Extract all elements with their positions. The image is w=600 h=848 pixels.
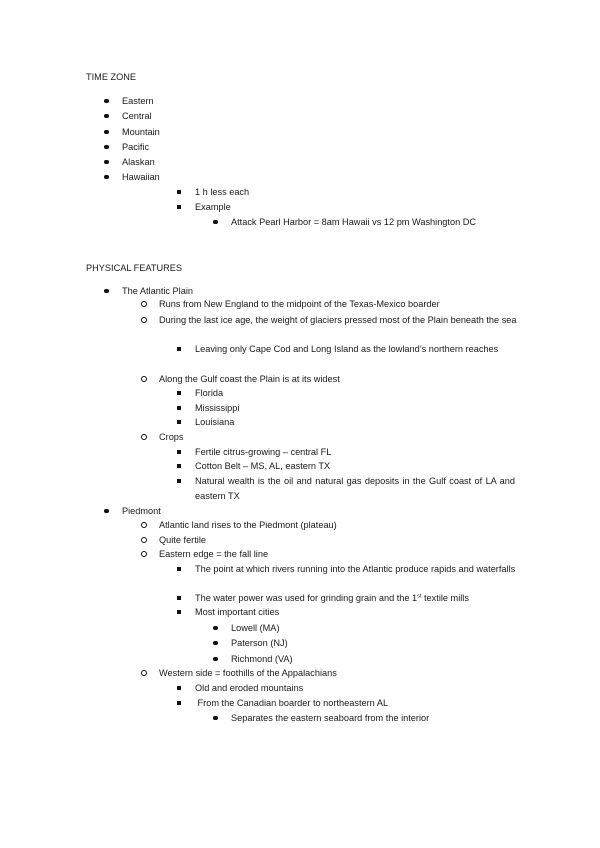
bullet-square-icon bbox=[177, 446, 181, 454]
list-item: Eastern edge = the fall line bbox=[159, 549, 269, 559]
list-item: Fertile citrus-growing – central FL bbox=[195, 447, 332, 457]
bullet-disc-icon bbox=[213, 216, 218, 224]
bullet-disc-icon bbox=[104, 171, 109, 179]
section-title: Piedmont bbox=[122, 506, 161, 516]
list-item: Natural wealth is the oil and natural gas deposits in the Gulf coast of LA and eastern TX bbox=[195, 476, 515, 501]
bullet-disc-icon bbox=[104, 285, 109, 293]
list-item: Alaskan bbox=[122, 157, 155, 167]
list-item: Quite fertile bbox=[159, 535, 206, 545]
bullet-square-icon bbox=[177, 682, 181, 690]
list-item: Atlantic land rises to the Piedmont (plateau) bbox=[159, 520, 337, 530]
bullet-square-icon bbox=[177, 201, 181, 209]
bullet-square-icon bbox=[177, 606, 181, 614]
list-item: Cotton Belt – MS, AL, eastern TX bbox=[195, 461, 331, 471]
bullet-square-icon bbox=[177, 697, 181, 705]
bullet-disc-icon bbox=[104, 95, 109, 103]
physical-features-heading: PHYSICAL FEATURES bbox=[86, 263, 182, 273]
section-title: The Atlantic Plain bbox=[122, 286, 193, 296]
list-item: During the last ice age, the weight of glaciers pressed most of the Plain beneath the sea bbox=[159, 315, 517, 325]
list-item: Pacific bbox=[122, 142, 150, 152]
bullet-square-icon bbox=[177, 563, 181, 571]
list-item: Eastern bbox=[122, 96, 154, 106]
bullet-square-icon bbox=[177, 186, 181, 194]
list-item: Florida bbox=[195, 388, 224, 398]
bullet-circle-icon bbox=[141, 373, 147, 382]
list-item: Central bbox=[122, 111, 152, 121]
list-item: Mississippi bbox=[195, 403, 240, 413]
bullet-circle-icon bbox=[141, 298, 147, 307]
list-item: Crops bbox=[159, 432, 184, 442]
time-zone-heading: TIME ZONE bbox=[86, 72, 137, 82]
list-item: Old and eroded mountains bbox=[195, 683, 304, 693]
list-item: Louisiana bbox=[195, 417, 235, 427]
list-item: Example bbox=[195, 202, 231, 212]
list-item: Along the Gulf coast the Plain is at its widest bbox=[159, 374, 340, 384]
list-item: Mountain bbox=[122, 127, 160, 137]
bullet-square-icon bbox=[177, 592, 181, 600]
bullet-circle-icon bbox=[141, 314, 147, 323]
bullet-square-icon bbox=[177, 402, 181, 410]
list-item bbox=[195, 592, 469, 604]
list-item: Runs from New England to the midpoint of the Texas-Mexico boarder bbox=[159, 299, 440, 309]
bullet-disc-icon bbox=[213, 712, 218, 720]
bullet-disc-icon bbox=[213, 637, 218, 645]
list-item: Most important cities bbox=[195, 607, 280, 617]
list-item: Lowell (MA) bbox=[231, 623, 280, 633]
bullet-square-icon bbox=[177, 387, 181, 395]
bullet-disc-icon bbox=[104, 126, 109, 134]
bullet-disc-icon bbox=[104, 110, 109, 118]
bullet-disc-icon bbox=[104, 505, 109, 513]
bullet-disc-icon bbox=[104, 156, 109, 164]
list-item: 1 h less each bbox=[195, 187, 250, 197]
water-power-text: The water power was used for grinding grain and the 1 bbox=[195, 593, 418, 603]
bullet-circle-icon bbox=[141, 667, 147, 676]
bullet-disc-icon bbox=[213, 653, 218, 661]
list-item: Hawaiian bbox=[122, 172, 160, 182]
list-item: Paterson (NJ) bbox=[231, 638, 288, 648]
bullet-circle-icon bbox=[141, 534, 147, 543]
bullet-disc-icon bbox=[104, 141, 109, 149]
water-power-text-end: textile mills bbox=[421, 593, 469, 603]
bullet-square-icon bbox=[177, 343, 181, 351]
list-item: Attack Pearl Harbor = 8am Hawaii vs 12 pm Washington DC bbox=[231, 217, 477, 227]
bullet-circle-icon bbox=[141, 548, 147, 557]
list-item: Leaving only Cape Cod and Long Island as the lowland’s northern reaches bbox=[195, 344, 499, 354]
bullet-square-icon bbox=[177, 416, 181, 424]
bullet-circle-icon bbox=[141, 519, 147, 528]
bullet-disc-icon bbox=[213, 622, 218, 630]
bullet-square-icon bbox=[177, 475, 181, 483]
list-item: From the Canadian boarder to northeastern AL bbox=[195, 698, 389, 708]
list-item: Western side = foothills of the Appalachians bbox=[159, 668, 337, 678]
ordinal-suffix: st bbox=[417, 593, 422, 600]
list-item: Richmond (VA) bbox=[231, 654, 293, 664]
bullet-square-icon bbox=[177, 460, 181, 468]
bullet-circle-icon bbox=[141, 431, 147, 440]
list-item: The point at which rivers running into the Atlantic produce rapids and waterfalls bbox=[195, 564, 516, 574]
list-item: Separates the eastern seaboard from the interior bbox=[231, 713, 430, 723]
